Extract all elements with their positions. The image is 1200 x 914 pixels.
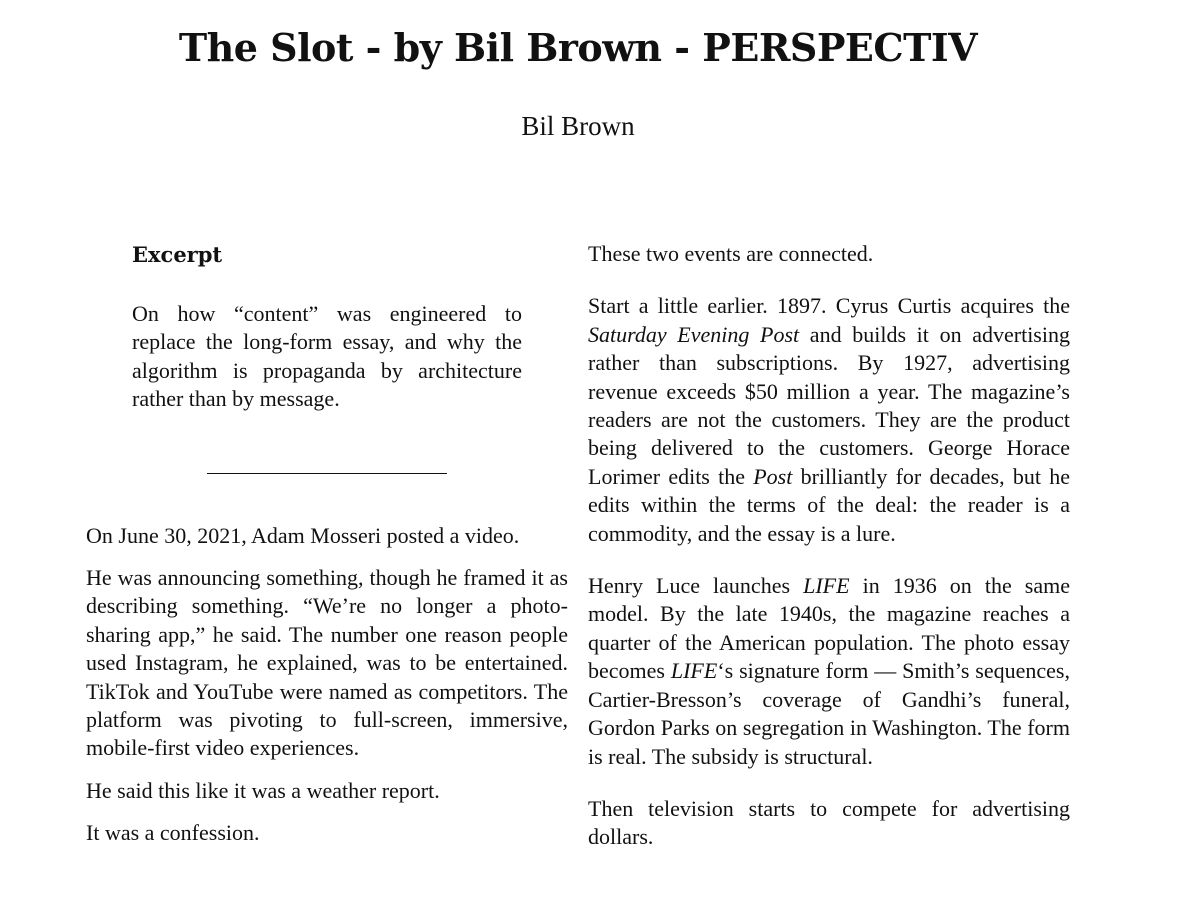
excerpt-heading: Excerpt	[132, 242, 223, 267]
right-column	[588, 240, 1070, 876]
text-run: in 1936 on the same model. By the late 1940s, the magazine reaches a quarter of the American population. The photo essay becomes	[588, 573, 1070, 684]
publication-title: Post	[753, 463, 793, 489]
paragraph: These two events are connected.	[588, 241, 874, 266]
section-divider	[207, 473, 447, 474]
paragraph: Then television starts to compete for advertising dollars.	[588, 795, 1070, 850]
text-run: Start a little earlier. 1897. Cyrus Curtis acquires the	[588, 293, 1070, 319]
paragraph: He was announcing something, though he framed it as describing something. “We’re no longer a photo-sharing app,” he said. The number one reason people used Instagram, he explained, was to be entertained. TikTok and YouTube were named as competitors. The platform was pivoting to full-screen, immersive, mobile-first video experiences.	[86, 565, 568, 761]
paragraph	[588, 572, 1070, 771]
paragraph: It was a confession.	[86, 820, 260, 846]
text-run: Henry Luce launches	[588, 573, 804, 599]
paragraph: On June 30, 2021, Adam Mosseri posted a video.	[86, 522, 520, 548]
text-run: ‘s signature form — Smith’s sequences, Cartier-Bresson’s coverage of Gandhi’s funeral, Gordon Parks on segregation in Washington. The form is real. The subsidy is structural.	[588, 658, 1070, 769]
excerpt-text: On how “content” was engineered to replace the long-form essay, and why the algorithm is propaganda by architecture rather than by message.	[132, 301, 522, 412]
author-name: Bil Brown	[521, 111, 635, 141]
page-title: The Slot - by Bil Brown - PERSPECTIV	[178, 25, 978, 70]
publication-title: LIFE	[803, 573, 850, 599]
publication-title: Saturday Evening Post	[588, 321, 800, 347]
text-run: brilliantly for decades, but he edits within the terms of the deal: the reader is a commodity, and the essay is a lure.	[588, 463, 1070, 546]
excerpt-block	[132, 240, 522, 414]
text-run: and builds it on advertising rather than subscriptions. By 1927, advertising revenue exceeds $50 million a year. The magazine’s readers are not the customers. They are the product being delivered to the customers. George Horace Lorimer edits the	[588, 321, 1070, 489]
publication-title: LIFE	[670, 658, 718, 684]
paragraph: He said this like it was a weather report.	[86, 777, 440, 803]
left-column	[86, 240, 568, 862]
paragraph	[588, 292, 1070, 548]
